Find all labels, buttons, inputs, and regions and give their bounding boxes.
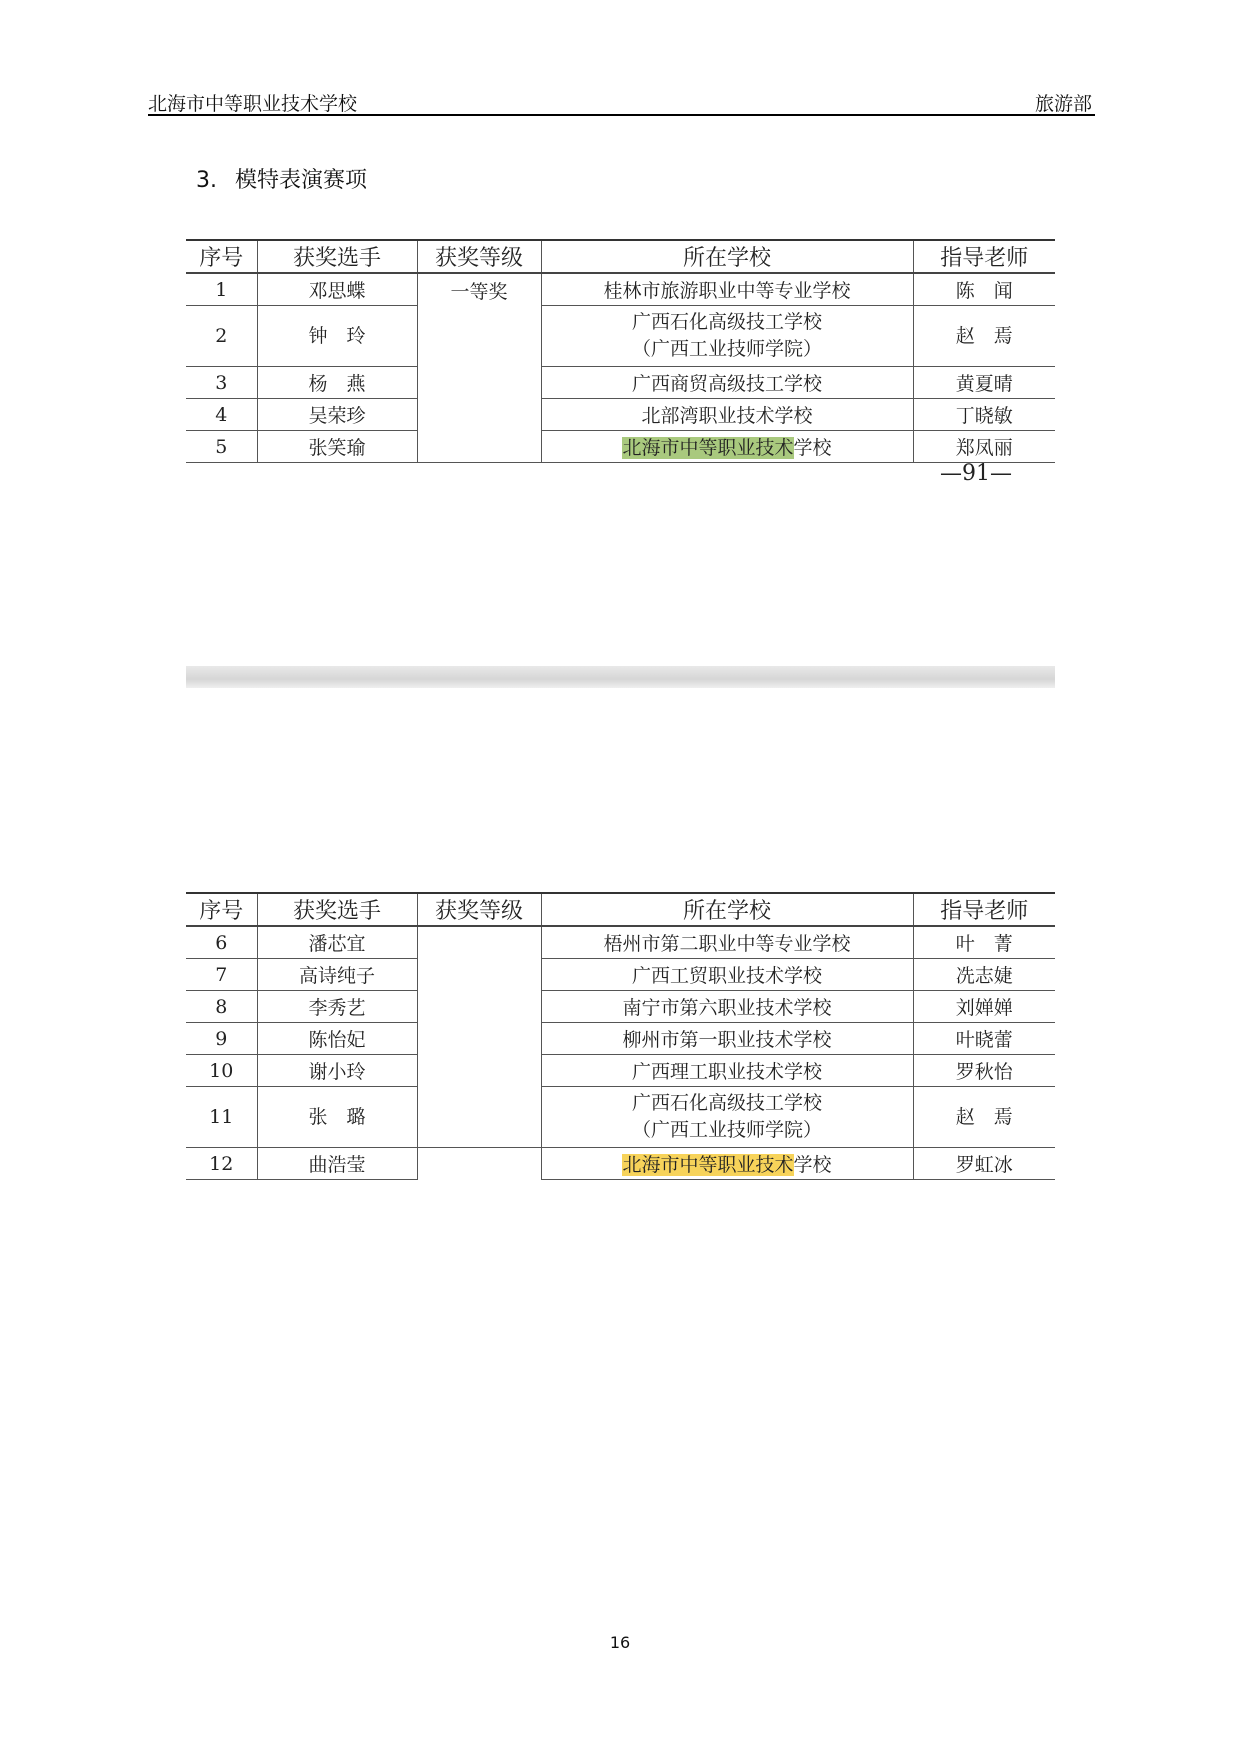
cell-no: 11 (186, 1087, 257, 1148)
header-school-name: 北海市中等职业技术学校 (148, 93, 358, 115)
column-header-teacher: 指导老师 (913, 240, 1055, 273)
cell-grade: 一等奖 (417, 273, 541, 463)
cell-teacher: 叶 菁 (913, 926, 1055, 959)
cell-teacher: 冼志婕 (913, 959, 1055, 991)
school-highlight: 北海市中等职业技术 (622, 1154, 794, 1176)
cell-name: 吴荣珍 (257, 399, 417, 431)
cell-school: 桂林市旅游职业中等专业学校 (541, 273, 913, 306)
column-header-school: 所在学校 (541, 893, 913, 926)
cell-school: 柳州市第一职业技术学校 (541, 1023, 913, 1055)
table-row (186, 1055, 1055, 1087)
cell-school-line2: （广西工业技师学院） (631, 338, 822, 360)
cell-name: 杨 燕 (257, 367, 417, 399)
cell-school: 广西商贸高级技工学校 (541, 367, 913, 399)
cell-teacher: 陈 闻 (913, 273, 1055, 306)
cell-school (541, 431, 913, 463)
cell-grade-empty (417, 1148, 541, 1180)
awards-table-1 (186, 239, 1055, 463)
cell-teacher: 丁晓敏 (913, 399, 1055, 431)
table-row (186, 991, 1055, 1023)
column-header-name: 获奖选手 (257, 893, 417, 926)
table-row (186, 306, 1055, 367)
table-row (186, 367, 1055, 399)
cell-school (541, 1087, 913, 1148)
header-rule (148, 114, 1095, 116)
cell-name: 高诗纯子 (257, 959, 417, 991)
table-row (186, 431, 1055, 463)
cell-school (541, 306, 913, 367)
cell-name: 张 璐 (257, 1087, 417, 1148)
cell-teacher: 刘婵婵 (913, 991, 1055, 1023)
school-rest: 学校 (793, 1154, 832, 1176)
column-header-teacher: 指导老师 (913, 893, 1055, 926)
cell-no: 2 (186, 306, 257, 367)
cell-grade (417, 926, 541, 1148)
table-row (186, 959, 1055, 991)
cell-teacher: 黄夏晴 (913, 367, 1055, 399)
cell-teacher: 罗秋怡 (913, 1055, 1055, 1087)
cell-name: 钟 玲 (257, 306, 417, 367)
cell-school-line2: （广西工业技师学院） (631, 1119, 822, 1141)
source-page-number: —91— (940, 461, 1012, 486)
table-row (186, 1148, 1055, 1180)
cell-school: 广西工贸职业技术学校 (541, 959, 913, 991)
cell-no: 6 (186, 926, 257, 959)
awards-table-2 (186, 892, 1055, 1180)
cell-no: 1 (186, 273, 257, 306)
page-number: 16 (609, 1633, 631, 1652)
cell-teacher: 赵 焉 (913, 306, 1055, 367)
cell-teacher: 罗虹冰 (913, 1148, 1055, 1180)
cell-no: 10 (186, 1055, 257, 1087)
cell-name: 张笑瑜 (257, 431, 417, 463)
cell-teacher: 郑凤丽 (913, 431, 1055, 463)
column-header-name: 获奖选手 (257, 240, 417, 273)
column-header-school: 所在学校 (541, 240, 913, 273)
page-break-band (186, 666, 1055, 688)
table-row (186, 1087, 1055, 1148)
cell-no: 12 (186, 1148, 257, 1180)
cell-no: 4 (186, 399, 257, 431)
column-header-no: 序号 (186, 240, 257, 273)
cell-no: 5 (186, 431, 257, 463)
header-department: 旅游部 (1034, 93, 1092, 115)
column-header-grade: 获奖等级 (417, 893, 541, 926)
table-row (186, 926, 1055, 959)
cell-teacher: 叶晓蕾 (913, 1023, 1055, 1055)
column-header-grade: 获奖等级 (417, 240, 541, 273)
table-header-row (186, 893, 1055, 926)
table-row (186, 1023, 1055, 1055)
cell-no: 9 (186, 1023, 257, 1055)
cell-school: 广西理工职业技术学校 (541, 1055, 913, 1087)
cell-name: 陈怡妃 (257, 1023, 417, 1055)
cell-name: 李秀艺 (257, 991, 417, 1023)
cell-name: 曲浩莹 (257, 1148, 417, 1180)
table-header-row (186, 240, 1055, 273)
section-title: 模特表演赛项 (235, 168, 368, 193)
cell-no: 3 (186, 367, 257, 399)
section-number: 3. (196, 168, 217, 193)
cell-no: 8 (186, 991, 257, 1023)
table-row (186, 399, 1055, 431)
cell-no: 7 (186, 959, 257, 991)
school-highlight: 北海市中等职业技术 (622, 437, 794, 459)
cell-school: 北部湾职业技术学校 (541, 399, 913, 431)
cell-school-line1: 广西石化高级技工学校 (631, 311, 822, 333)
school-rest: 学校 (793, 437, 832, 459)
cell-school-line1: 广西石化高级技工学校 (631, 1092, 822, 1114)
cell-teacher: 赵 焉 (913, 1087, 1055, 1148)
cell-school: 梧州市第二职业中等专业学校 (541, 926, 913, 959)
cell-school: 南宁市第六职业技术学校 (541, 991, 913, 1023)
column-header-no: 序号 (186, 893, 257, 926)
table-row (186, 273, 1055, 306)
cell-school (541, 1148, 913, 1180)
cell-name: 谢小玲 (257, 1055, 417, 1087)
cell-name: 潘芯宜 (257, 926, 417, 959)
cell-name: 邓思蝶 (257, 273, 417, 306)
section-heading (196, 163, 367, 194)
